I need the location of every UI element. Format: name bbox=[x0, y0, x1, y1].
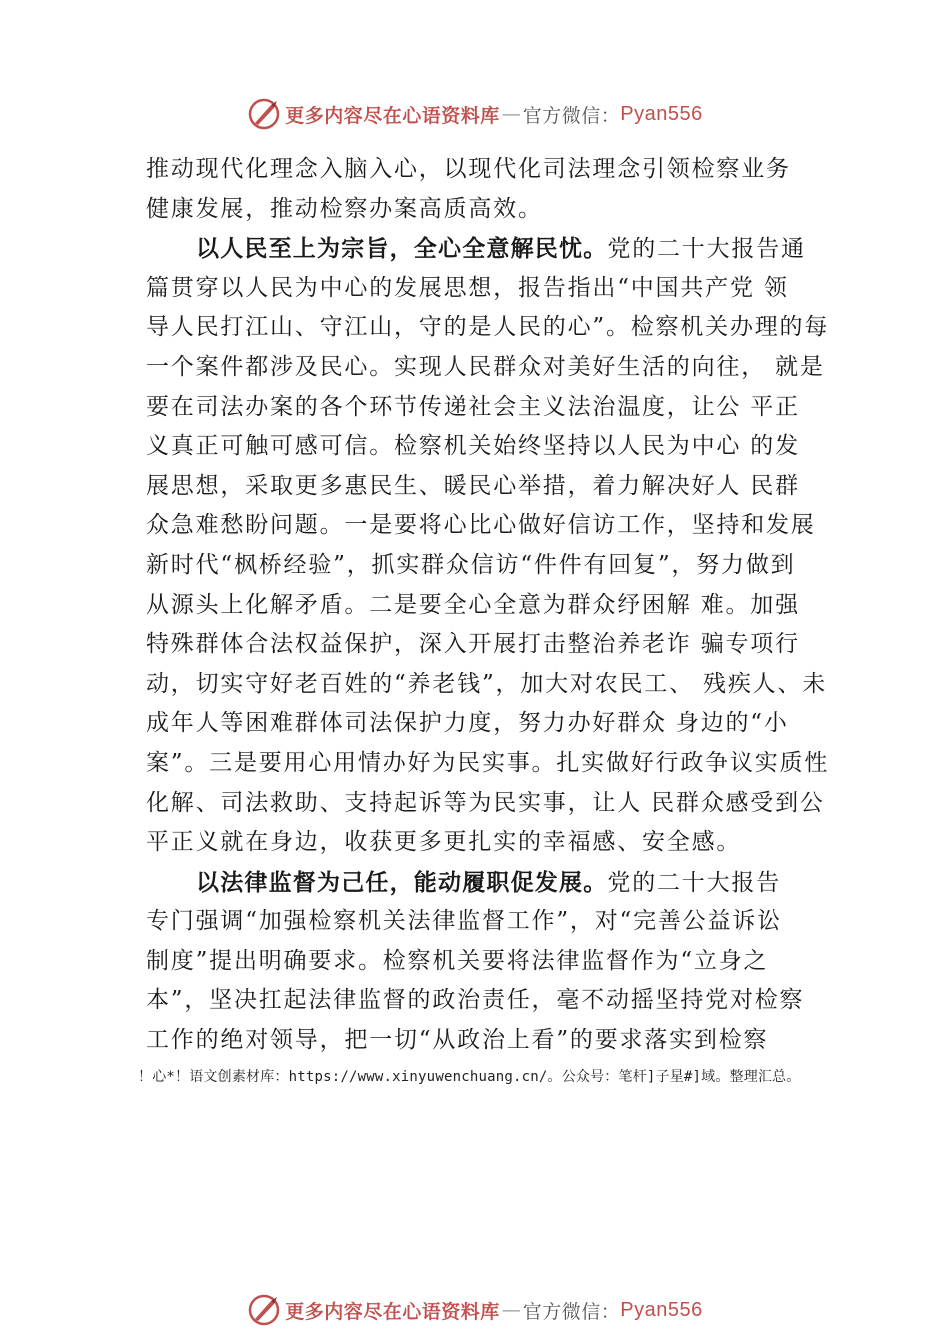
text-line bbox=[146, 388, 836, 428]
quill-pen-logo-icon bbox=[247, 97, 281, 131]
text-line bbox=[146, 308, 836, 348]
document-body bbox=[146, 150, 836, 1061]
line-text: 一个案件都涉及民心。实现人民群众对美好生活的向往， 就是 bbox=[146, 353, 825, 380]
text-line bbox=[146, 586, 836, 626]
text-line bbox=[146, 942, 836, 982]
text-line bbox=[146, 506, 836, 546]
line-text: 推动现代化理念入脑入心，以现代化司法理念引领检察业务 bbox=[146, 156, 791, 182]
bold-heading-text: 以人民至上为宗旨，全心全意解民忧。 bbox=[196, 235, 608, 263]
line-text: 工作的绝对领导，把一切“从政治上看”的要求落实到检察 bbox=[146, 1027, 769, 1054]
text-line bbox=[146, 348, 836, 388]
banner-inner bbox=[247, 97, 703, 131]
text-line bbox=[146, 902, 836, 942]
line-text: 案”。三是要用心用情办好为民实事。扎实做好行政争议实质性 bbox=[146, 749, 830, 776]
banner-wechat-label: 官方微信： bbox=[522, 104, 621, 127]
banner-separator: — bbox=[501, 103, 521, 125]
line-text: 健康发展，推动检察办案高质高效。 bbox=[146, 195, 543, 222]
text-line bbox=[146, 823, 836, 863]
line-text: 新时代“枫桥经验”，抓实群众信访“件件有回复”，努力做到 bbox=[146, 551, 796, 578]
text-line bbox=[146, 467, 836, 507]
text-line bbox=[146, 665, 836, 705]
footer-banner bbox=[0, 1290, 950, 1330]
line-text: 党的二十大报告通 bbox=[607, 236, 806, 263]
line-text: 成年人等困难群体司法保护力度，努力办好群众 身边的“小 bbox=[146, 710, 789, 737]
line-text: 众急难愁盼问题。一是要将心比心做好信访工作，坚持和发展 bbox=[146, 512, 816, 539]
header-banner bbox=[0, 94, 950, 134]
text-line bbox=[146, 546, 836, 586]
banner-separator: — bbox=[501, 1299, 521, 1321]
text-line bbox=[146, 190, 836, 230]
quill-pen-logo-icon bbox=[247, 1293, 281, 1327]
footnote-text: ！心*！语文创素材库：https://www.xinyuwenchuang.cn/。公众号：笔杆]子星#]域。整理汇总。 bbox=[138, 1069, 801, 1085]
line-text: 专门强调“加强检察机关法律监督工作”，对“完善公益诉讼 bbox=[146, 908, 782, 935]
banner-wechat-id: Pyan556 bbox=[620, 1298, 703, 1321]
text-line bbox=[146, 704, 836, 744]
line-text: 特殊群体合法权益保护，深入开展打击整治养老诈 骗专项行 bbox=[146, 631, 800, 658]
text-line bbox=[146, 1021, 836, 1061]
line-text: 本”，坚决扛起法律监督的政治责任，毫不动摇坚持党对检察 bbox=[146, 987, 805, 1014]
text-line bbox=[146, 863, 836, 903]
text-line bbox=[146, 744, 836, 784]
text-line bbox=[146, 784, 836, 824]
line-text: 篇贯穿以人民为中心的发展思想，报告指出“中国共产党 领 bbox=[146, 274, 789, 301]
line-text: 要在司法办案的各个环节传递社会主义法治温度，让公 平正 bbox=[146, 393, 800, 420]
line-text: 导人民打江山、守江山，守的是人民的心”。检察机关办理的每 bbox=[146, 314, 830, 341]
text-line bbox=[146, 625, 836, 665]
banner-wechat-id: Pyan556 bbox=[620, 102, 703, 125]
text-line bbox=[146, 229, 836, 269]
banner-title: 更多内容尽在心语资料库 bbox=[285, 104, 500, 127]
banner-wechat-label: 官方微信： bbox=[522, 1300, 621, 1323]
banner-title: 更多内容尽在心语资料库 bbox=[285, 1300, 500, 1323]
text-line bbox=[146, 981, 836, 1021]
line-text: 义真正可触可感可信。检察机关始终坚持以人民为中心 的发 bbox=[146, 433, 800, 460]
line-text: 化解、司法救助、支持起诉等为民实事，让人 民群众感受到公 bbox=[146, 789, 825, 816]
banner-inner bbox=[247, 1293, 703, 1327]
line-text: 从源头上化解矛盾。二是要全心全意为群众纾困解 难。加强 bbox=[146, 591, 800, 618]
text-line bbox=[146, 427, 836, 467]
text-line bbox=[146, 150, 836, 190]
line-text: 党的二十大报告 bbox=[607, 869, 782, 896]
line-text: 平正义就在身边，收获更多更扎实的幸福感、安全感。 bbox=[146, 829, 742, 856]
line-text: 展思想，采取更多惠民生、暖民心举措，着力解决好人 民群 bbox=[146, 472, 800, 499]
text-line bbox=[146, 269, 836, 309]
line-text: 动，切实守好老百姓的“养老钱”，加大对农民工、 残疾人、未 bbox=[146, 670, 828, 697]
line-text: 制度”提出明确要求。检察机关要将法律监督作为“立身之 bbox=[146, 947, 769, 974]
bold-heading-text: 以法律监督为己任，能动履职促发展。 bbox=[196, 868, 608, 896]
